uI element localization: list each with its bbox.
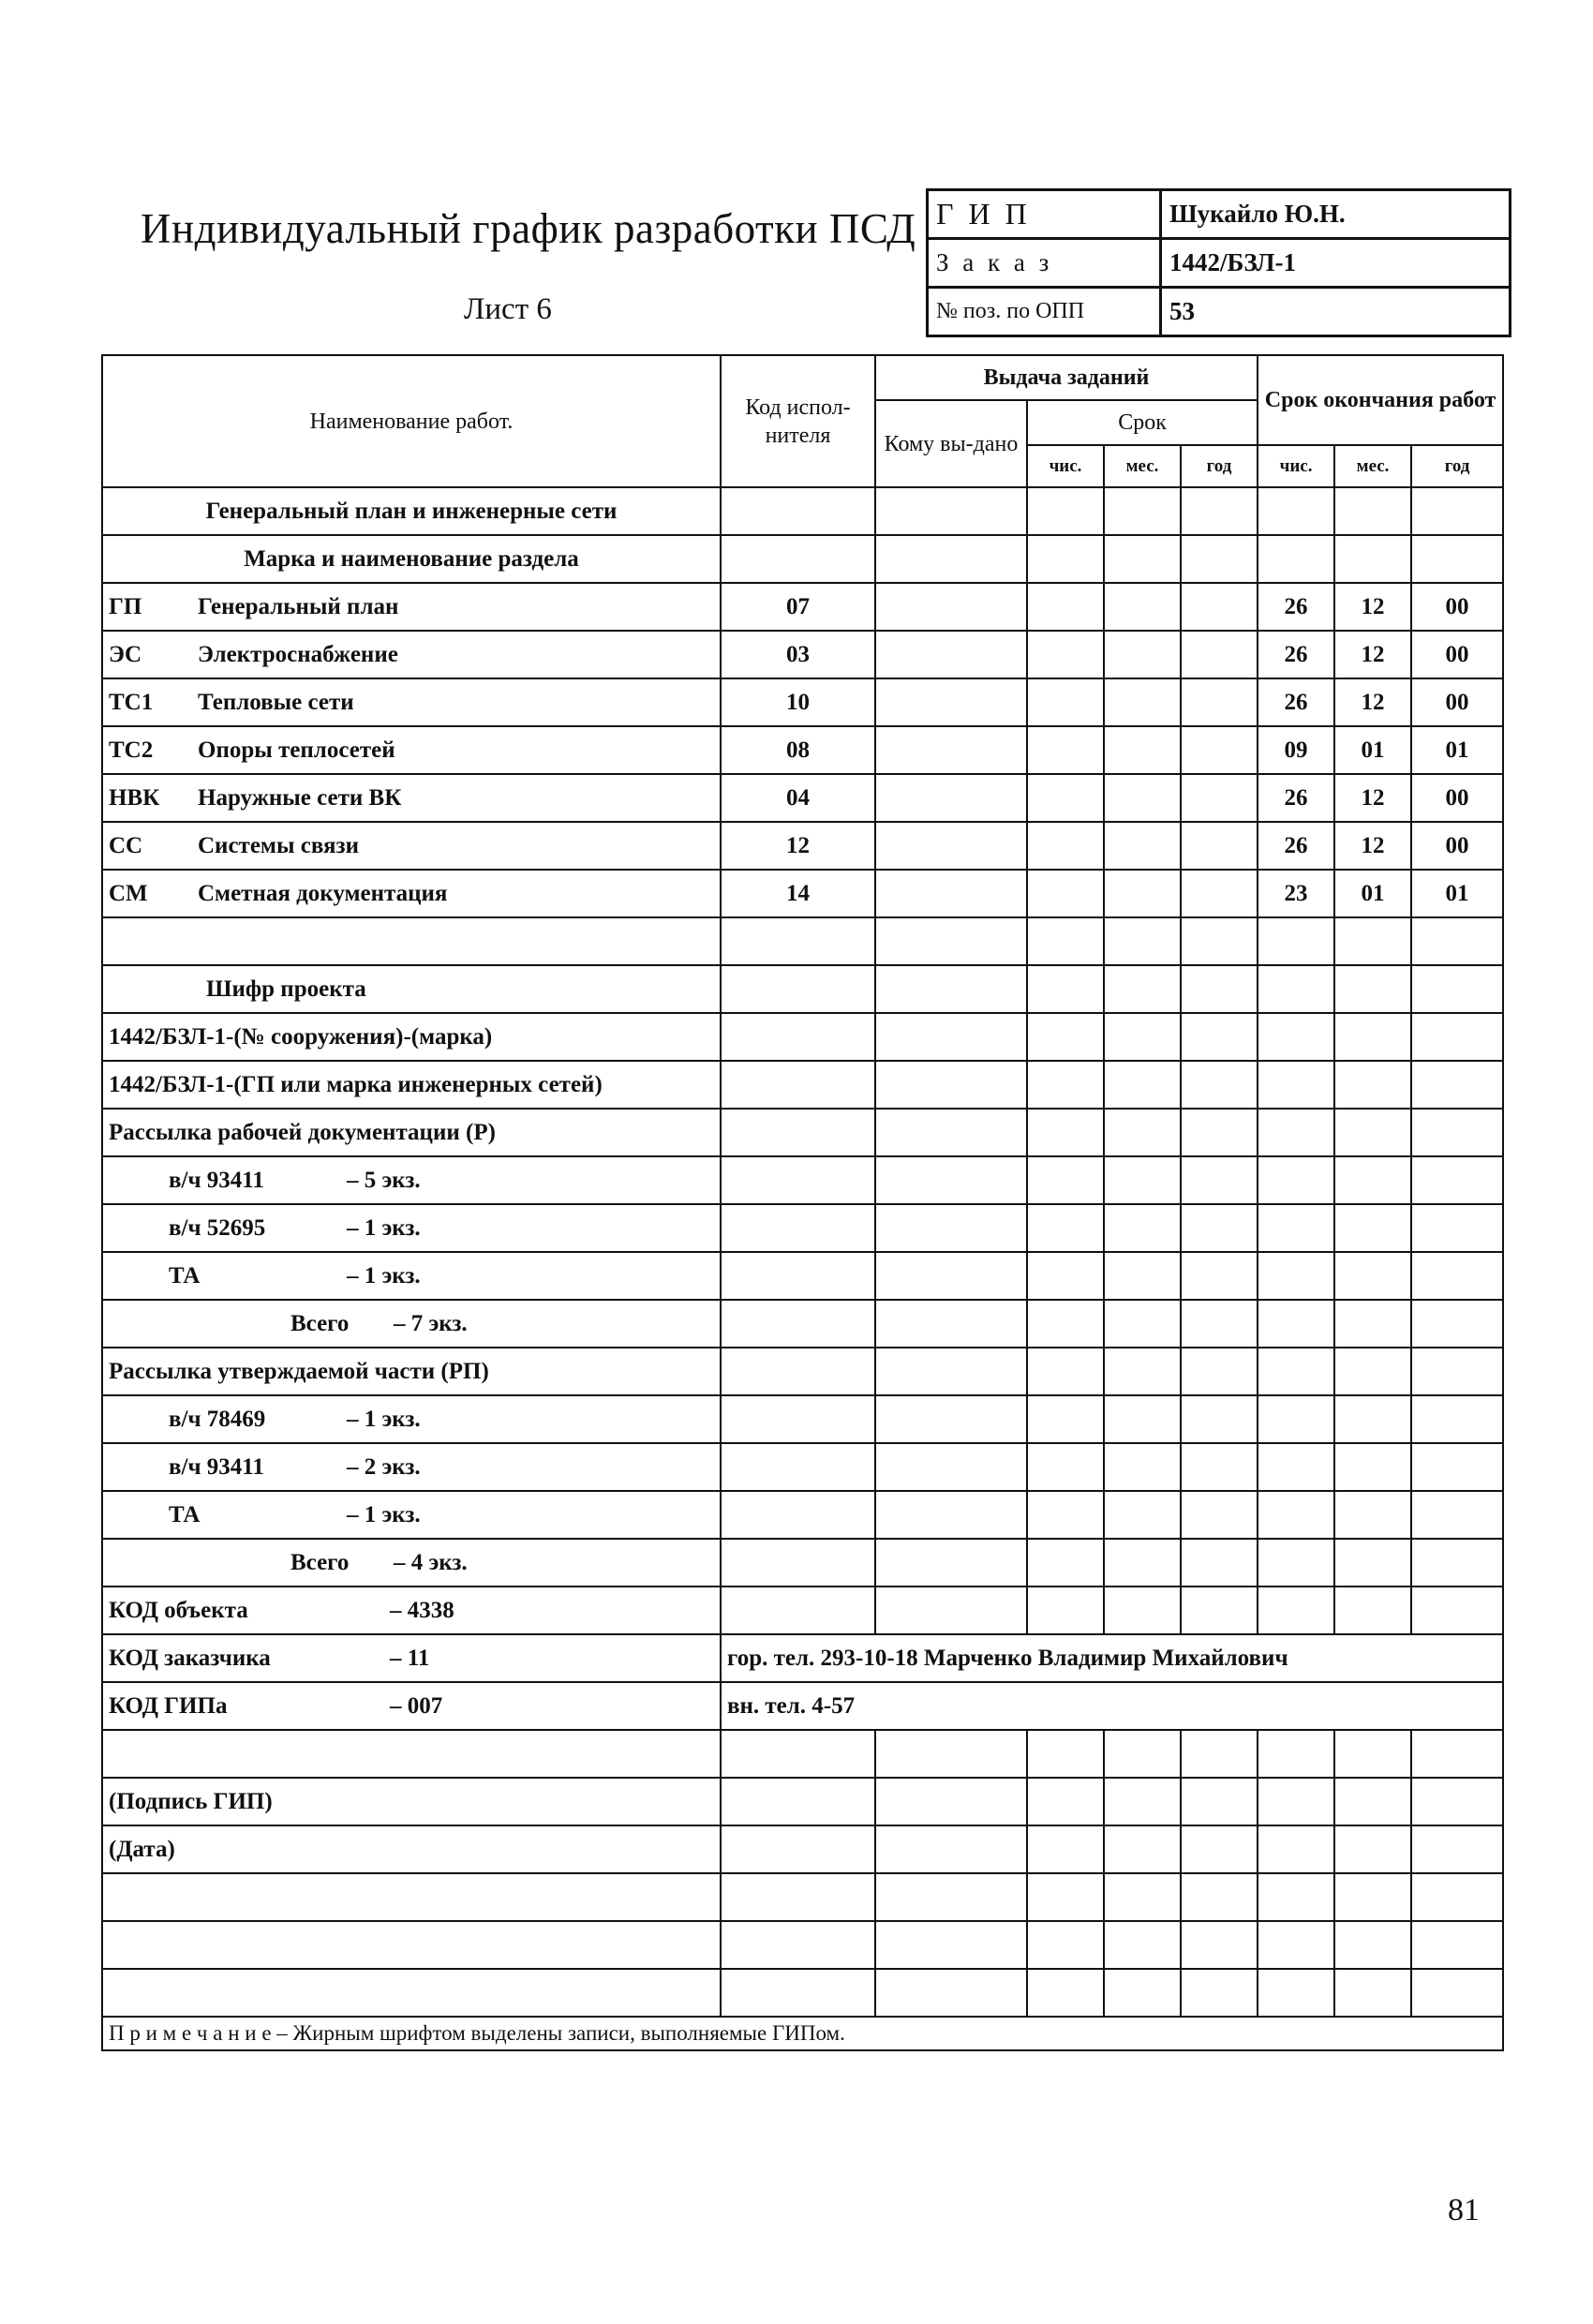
header-finish: Срок окончания работ [1258,355,1503,445]
gip-value: Шукайло Ю.Н. [1161,190,1511,239]
row-mark: ТС2 [109,737,154,763]
row-code: 12 [721,822,875,870]
mail-total-label: Всего [290,1310,350,1336]
row-name: Системы связи [198,832,359,858]
header-issue-month: мес. [1104,445,1181,487]
row-mark: ТС1 [109,689,154,715]
row-finish-day: 26 [1258,822,1334,870]
row-finish-month: 12 [1334,774,1411,822]
row-mark: НВК [109,784,160,811]
cipher-row [102,965,1503,1013]
mail-qty: – 1 экз. [347,1214,421,1241]
row-finish-month: 12 [1334,678,1411,726]
list-item [102,1204,1503,1252]
pos-value: 53 [1161,288,1511,336]
page-number: 81 [1448,2193,1480,2227]
mail-recipient: в/ч 93411 [169,1453,264,1480]
header-finish-day: чис. [1258,445,1334,487]
table-row [102,583,1503,631]
header-issue-year: год [1181,445,1258,487]
mail-qty: – 2 экз. [347,1453,421,1480]
row-name: Электроснабжение [198,641,398,667]
gip-contact: вн. тел. 4-57 [721,1682,1503,1730]
mail-total-qty: – 4 экз. [394,1549,468,1575]
row-code: 07 [721,583,875,631]
gip-code-label: КОД ГИПа [109,1692,228,1719]
mail-qty: – 1 экз. [347,1501,421,1527]
signature-row [102,1778,1503,1825]
info-row-order [928,239,1511,288]
note: П р и м е ч а н и е – Жирным шрифтом выделены записи, выполняемые ГИПом. [102,2017,1503,2050]
table-row [102,678,1503,726]
list-item [102,1539,1503,1587]
header-code: Код испол-нителя [721,355,875,487]
mail-qty: – 1 экз. [347,1262,421,1289]
section-mark: Марка и наименование раздела [102,535,721,583]
row-finish-year: 01 [1411,870,1503,917]
header-finish-year: год [1411,445,1503,487]
row-finish-year: 00 [1411,583,1503,631]
row-code: 04 [721,774,875,822]
mail-recipient: в/ч 52695 [169,1214,266,1241]
row-finish-day: 09 [1258,726,1334,774]
empty-row [102,1730,1503,1778]
row-mark: СС [109,832,143,858]
mail-approved-header-row [102,1348,1503,1395]
sheet-number: Лист 6 [464,292,552,326]
section-mark-row [102,535,1503,583]
note-row [102,2017,1503,2050]
empty-row [102,1873,1503,1921]
row-finish-day: 23 [1258,870,1334,917]
row-finish-year: 00 [1411,631,1503,678]
empty-row [102,917,1503,965]
mail-recipient: в/ч 93411 [169,1167,264,1193]
row-finish-day: 26 [1258,774,1334,822]
table-row [102,822,1503,870]
row-finish-year: 00 [1411,774,1503,822]
cipher-label: Шифр проекта [102,965,721,1013]
schedule-table [101,354,1504,2051]
mail-total-qty: – 7 экз. [394,1310,468,1336]
row-code: 08 [721,726,875,774]
list-item [102,1252,1503,1300]
mail-approved-label: Рассылка утверждаемой части (РП) [102,1348,721,1395]
row-code: 10 [721,678,875,726]
table-row [102,870,1503,917]
row-finish-day: 26 [1258,631,1334,678]
empty-row [102,1921,1503,1969]
row-name: Сметная документация [198,880,448,906]
row-mark: СМ [109,880,148,906]
mail-total-label: Всего [290,1549,350,1575]
row-finish-month: 01 [1334,726,1411,774]
gip-code-value: – 007 [390,1692,443,1719]
list-item [102,1156,1503,1204]
object-code-value: – 4338 [390,1597,454,1623]
code-customer-row [102,1634,1503,1682]
row-name: Генеральный план [198,593,399,619]
section-general-row [102,487,1503,535]
gip-label: Г И П [928,190,1161,239]
signature-label: (Подпись ГИП) [102,1778,721,1825]
row-mark: ЭС [109,641,142,667]
order-value: 1442/БЗЛ-1 [1161,239,1511,288]
header-to-whom: Кому вы-дано [875,400,1027,487]
row-finish-year: 00 [1411,822,1503,870]
pos-label: № поз. по ОПП [928,288,1161,336]
cipher-format-1: 1442/БЗЛ-1-(№ сооружения)-(марка) [102,1013,721,1061]
header-row-1 [102,355,1503,400]
row-finish-year: 00 [1411,678,1503,726]
row-finish-month: 12 [1334,631,1411,678]
mail-work-header-row [102,1109,1503,1156]
table-row [102,726,1503,774]
row-name: Наружные сети ВК [198,784,402,811]
cipher-row [102,1061,1503,1109]
order-label: З а к а з [928,239,1161,288]
info-row-gip [928,190,1511,239]
list-item [102,1491,1503,1539]
document-title: Индивидуальный график разработки ПСД [141,205,916,252]
mail-recipient: ТА [169,1501,201,1527]
row-finish-month: 12 [1334,583,1411,631]
date-label: (Дата) [102,1825,721,1873]
object-code-label: КОД объекта [109,1597,248,1623]
list-item [102,1443,1503,1491]
mail-qty: – 1 экз. [347,1406,421,1432]
header-finish-month: мес. [1334,445,1411,487]
info-table [926,188,1511,337]
row-code: 14 [721,870,875,917]
header-issue-day: чис. [1027,445,1104,487]
row-mark: ГП [109,593,142,619]
list-item [102,1395,1503,1443]
customer-contact: гор. тел. 293-10-18 Марченко Владимир Михайлович [721,1634,1503,1682]
code-object-row [102,1587,1503,1634]
table-row [102,774,1503,822]
section-general: Генеральный план и инженерные сети [102,487,721,535]
mail-recipient: ТА [169,1262,201,1289]
row-name: Тепловые сети [198,689,354,715]
row-code: 03 [721,631,875,678]
customer-code-label: КОД заказчика [109,1645,271,1671]
header-term: Срок [1027,400,1258,445]
empty-row [102,1969,1503,2017]
mail-recipient: в/ч 78469 [169,1406,266,1432]
table-row [102,631,1503,678]
customer-code-value: – 11 [390,1645,430,1671]
date-row [102,1825,1503,1873]
row-finish-day: 26 [1258,678,1334,726]
code-gip-row [102,1682,1503,1730]
row-name: Опоры теплосетей [198,737,395,763]
header-issue: Выдача заданий [875,355,1258,400]
row-finish-day: 26 [1258,583,1334,631]
row-finish-month: 12 [1334,822,1411,870]
info-row-pos [928,288,1511,336]
cipher-row [102,1013,1503,1061]
row-finish-year: 01 [1411,726,1503,774]
row-finish-month: 01 [1334,870,1411,917]
cipher-format-2: 1442/БЗЛ-1-(ГП или марка инженерных сетей) [102,1061,721,1109]
header-works: Наименование работ. [102,355,721,487]
list-item [102,1300,1503,1348]
mail-qty: – 5 экз. [347,1167,421,1193]
mail-work-label: Рассылка рабочей документации (Р) [102,1109,721,1156]
